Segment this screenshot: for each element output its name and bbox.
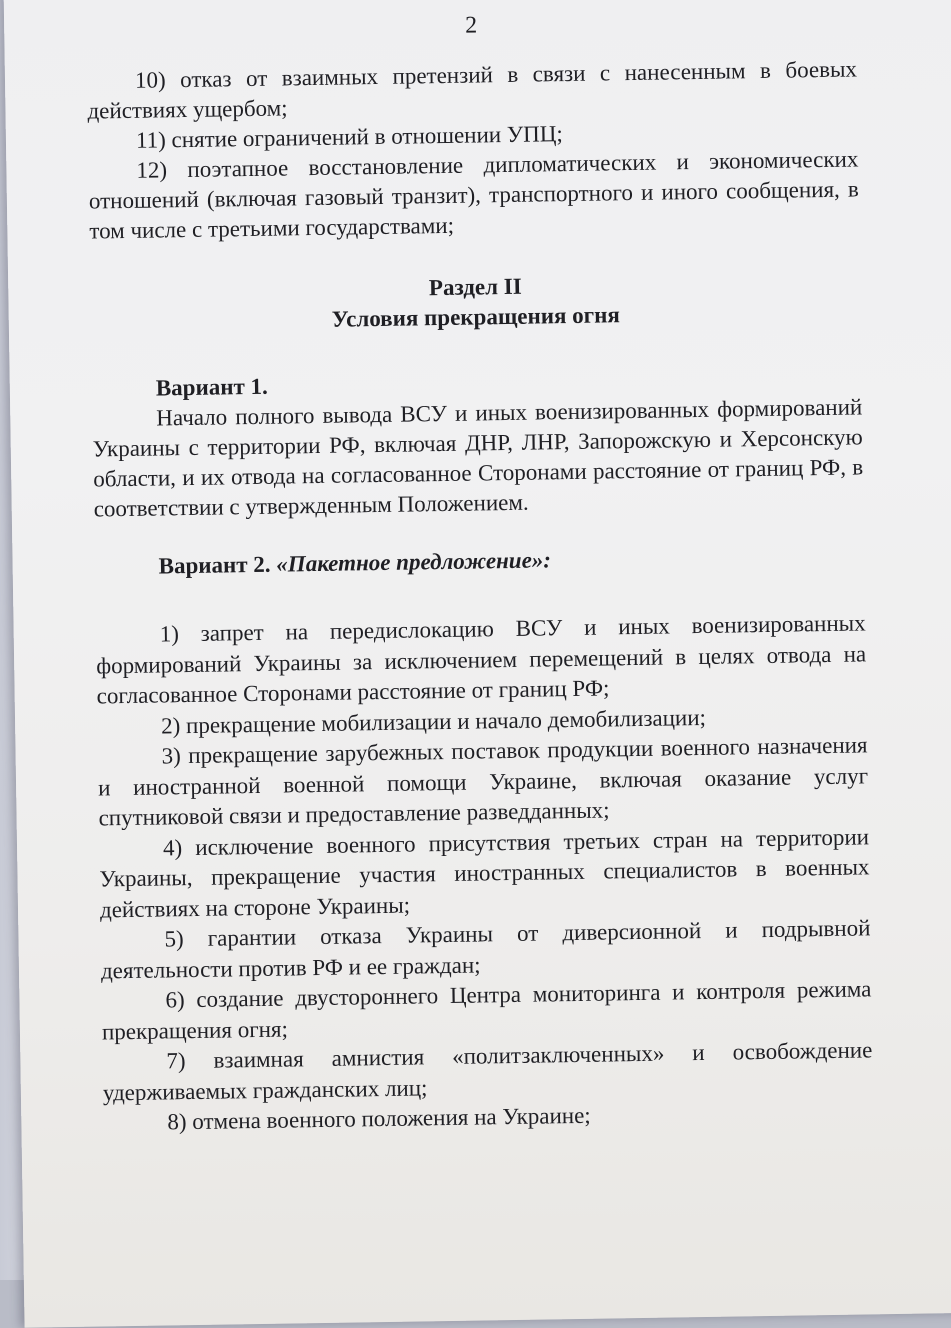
variant-1-text: Начало полного вывода ВСУ и иных военизированных формирований Украины с территории РФ, включая ДНР, ЛНР, Запорожскую и Херсонскую области, и их отвода на согласованное Сторонами расстояние от границ РФ, в соответствии с утвержденным Положением. [92, 394, 864, 522]
variant-2-list [95, 608, 873, 1139]
section-heading-block [90, 266, 861, 338]
section-title: Раздел II [428, 273, 522, 301]
list-item: 1) запрет на передислокацию ВСУ и иных военизированных формирований Украины за исключением перемещений в целях отвода на согласованное Сторонами расстояние от границ РФ; [95, 610, 867, 709]
list-item-10: 10) отказ от взаимных претензий в связи с нанесенным в боевых действиях ущербом; [87, 56, 858, 124]
list-item-11: 11) снятие ограничений в отношении УПЦ; [135, 121, 563, 153]
list-item: 3) прекращение зарубежных поставок продукции военного назначения и иностранной военной помощи Украине, включая оказание услуг спутниковой связи и предоставление разведданных; [97, 732, 869, 831]
document-page [4, 0, 951, 1328]
variant-2-title: Вариант 2. [158, 551, 271, 579]
list-item-12: 12) поэтапное восстановление дипломатических и экономических отношений (включая газовый транзит), транспортного и иного сообщения, в том числе с третьими государствами; [88, 146, 859, 244]
list-item: 5) гарантии отказа Украины от диверсионной и подрывной деятельности против РФ и ее граждан; [100, 915, 871, 983]
list-item: 4) исключение военного присутствия третьих стран на территории Украины, прекращение участия иностранных специалистов в военных действиях на стороне Украины; [99, 823, 870, 922]
variant-2-heading [94, 540, 864, 582]
page-content [86, 4, 874, 1138]
variant-2-subtitle: «Пакетное предложение»: [276, 547, 552, 577]
list-item: 2) прекращение мобилизации и начало демобилизации; [160, 704, 707, 738]
page-number: 2 [464, 12, 478, 39]
list-item: 6) создание двустороннего Центра мониторинга и контроля режима прекращения огня; [101, 976, 872, 1044]
list-item: 7) взаимная амнистия «политзаключенных» и освобождение удерживаемых гражданских лиц; [102, 1037, 873, 1105]
section-subtitle: Условия прекращения огня [331, 302, 620, 332]
variant-1-title: Вариант 1. [155, 373, 268, 401]
list-item: 8) отмена военного положения на Украине; [167, 1102, 591, 1135]
